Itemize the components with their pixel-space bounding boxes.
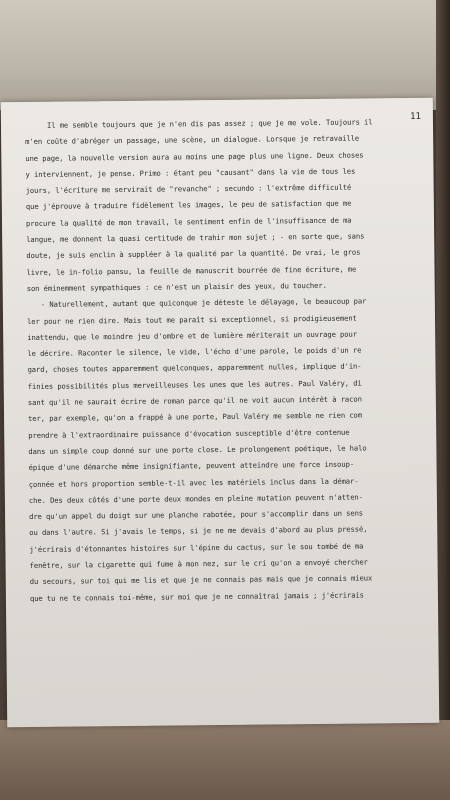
page-number: 11 xyxy=(410,111,421,122)
text-line: ou dans l'autre. Si j'avais le temps, si je ne me devais d'abord au plus pressé, xyxy=(29,524,368,538)
text-line: inattendu, que le moindre jeu d'ombre et de lumière mériterait un ouvrage pour xyxy=(27,329,357,342)
text-line: sant qu'il ne saurait écrire de roman parce qu'il ne voit aucun intérêt à racon xyxy=(27,394,362,408)
text-line: que tu ne te connais toi-même, sur moi que je ne connaîtrai jamais ; j'écrirais xyxy=(29,590,364,603)
page-text-body xyxy=(25,111,424,607)
text-line: Il me semble toujours que je n'en dis pas assez ; que je me vole. Toujours il xyxy=(46,117,373,130)
background-bottom xyxy=(0,720,450,800)
text-line: que j'éprouve à traduire fidèlement les images, le peu de satisfaction que me xyxy=(25,199,352,212)
text-line: fenêtre, sur la cigarette qui fume à mon nez, sur le cri qu'on a envoyé chercher xyxy=(29,557,368,571)
text-line: y interviennent, je pense. Primo : étant peu "causant" dans la vie de tous les xyxy=(25,166,356,179)
text-line: finies possibilités plus merveilleuses les unes que les autres. Paul Valéry, di xyxy=(27,378,362,391)
text-line: procure la qualité de mon travail, le sentiment enfin de l'insuffisance de ma xyxy=(25,215,352,228)
text-line: gard, choses toutes apparemment quelconques, apparemment nulles, implique d'in- xyxy=(27,361,362,375)
text-line: doute, je suis enclin à suppléer à la qualité par la quantité. De vrai, le gros xyxy=(26,247,361,261)
text-line: dans un simple coup donné sur une porte close. Le prolongement poétique, le halo xyxy=(28,443,367,456)
text-line: épique d'une démarche même insignifiante, peuvent atteindre une force insoup- xyxy=(28,459,355,473)
text-line: çonnée et hors proportion semble-t-il avec les matériels inclus dans la démar- xyxy=(28,476,359,489)
text-line: son éminemment sympathiques : ce n'est un plaisir des yeux, du toucher. xyxy=(26,280,327,293)
text-line: ler pour ne rien dire. Mais tout me paraît si exceptionnel, si prodigieusement xyxy=(26,313,357,326)
text-line: langue, me donnent la quasi certitude de trahir mon sujet ; - en sorte que, sans xyxy=(26,231,365,245)
text-line: dre qu'un appel du doigt sur une planche rabotée, pour s'accomplir dans un sens xyxy=(29,508,364,522)
text-line: une page, la nouvelle version aura au moins une page plus une ligne. Deux choses xyxy=(25,150,364,163)
text-line: - Naturellement, autant que quiconque je déteste le délayage, le beaucoup par xyxy=(40,296,367,310)
text-line: prendre à l'extraordinaire puissance d'évocation susceptible d'être contenue xyxy=(28,427,350,440)
text-line: le décrire. Raconter le silence, le vide, l'écho d'une parole, le poids d'un re xyxy=(27,345,362,359)
typewritten-page xyxy=(1,98,440,727)
text-line: j'écrirais d'étonnantes histoires sur l'épine du cactus, sur le sou tombé de ma xyxy=(29,541,364,554)
text-line: che. Des deux côtés d'une porte deux mondes en pleine mutation peuvent n'atten- xyxy=(28,492,363,505)
text-line: livre, le in-folio pansu, la feuille de manuscrit bourrée de fine écriture, me xyxy=(26,264,357,277)
text-line: ter, par exemple, qu'on a frappé à une porte, Paul Valéry me semble ne rien com xyxy=(28,410,363,424)
text-line: du secours, sur toi qui me lis et que je ne connais pas mais que je connais mieux xyxy=(29,573,373,587)
text-line: jours, l'écriture me servirait de "revanche" ; secundo : l'extrême difficulté xyxy=(25,182,352,196)
background-top xyxy=(0,0,450,110)
text-line: m'en coûte d'abréger un passage, une scène, un dialogue. Lorsque je retravaille xyxy=(25,133,360,147)
